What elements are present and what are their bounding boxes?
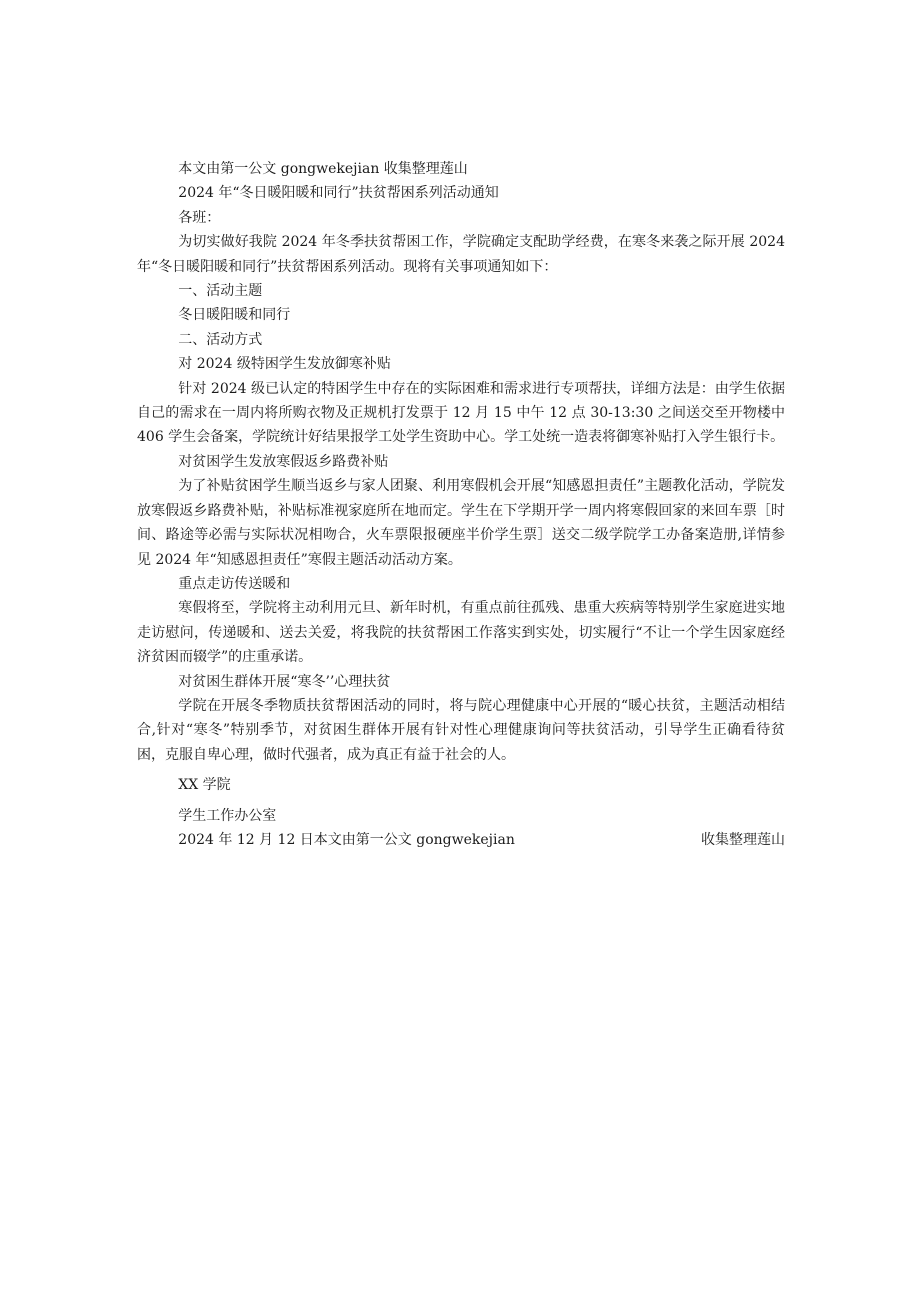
item-heading-psychological-aid: 对贫困生群体开展“寒冬’’心理扶贫 [178,673,391,690]
item-heading-cold-subsidy: 对 2024 级特困学生发放御寒补贴 [178,356,391,373]
item-body-travel-subsidy: 为了补贴贫困学生顺当返乡与家人团聚、利用寒假机会开展“知感恩担责任”主题教化活动，学院发放寒假返乡路费补贴，补贴标准视家庭所在地而定。学生在下学期开学一周内将寒假回家的来回车票［时间、路途等必需与实际状况相吻合，火车票限报硬座半价学生票］送交二级学院学工办备案造册,详情参见 2024 年“知感恩担责任”寒假主题活动活动方案。 [137,478,785,568]
footer-date-source: 2024 年 12 月 12 日本文由第一公文 gongwekejian [178,831,515,848]
item-body-home-visit: 寒假将至，学院将主动利用元旦、新年时机，有重点前往孤残、患重大疾病等特别学生家庭进实地走访慰问，传递暖和、送去关爱，将我院的扶贫帮困工作落实到实处，切实履行“不让一个学生因家庭经济贫困而辍学”的庄重承诺。 [137,600,785,666]
item-heading-travel-subsidy: 对贫困学生发放寒假返乡路费补贴 [178,453,389,470]
header-line: 本文由第一公文 gongwekejian 收集整理莲山 [178,161,468,177]
item-body-psychological-aid: 学院在开展冬季物质扶贫帮困活动的同时，将与院心理健康中心开展的“暖心扶贫，主题活动相结合,针对“寒冬”特别季节，对贫困生群体开展有针对性心理健康询问等扶贫活动，引导学生正确看待贫困，克服自卑心理，做时代强者，成为真正有益于社会的人。 [137,697,785,763]
item-heading-home-visit: 重点走访传送暖和 [178,575,291,592]
section-heading-theme: 一、活动主题 [178,283,263,300]
intro-paragraph: 为切实做好我院 2024 年冬季扶贫帮困工作，学院确定支配助学经费，在寒冬来袭之际开展 2024 年“冬日暖阳暖和同行”扶贫帮困系列活动。现将有关事项通知如下： [137,234,785,275]
footer-line [137,828,785,852]
signature-office: 学生工作办公室 [178,807,277,824]
document-title: 2024 年“冬日暖阳暖和同行”扶贫帮困系列活动通知 [178,185,499,202]
section-heading-method: 二、活动方式 [178,331,263,348]
footer-collector: 收集整理莲山 [701,831,785,848]
item-body-cold-subsidy: 针对 2024 级已认定的特困学生中存在的实际困难和需求进行专项帮扶，详细方法是：由学生依据自己的需求在一周内将所购衣物及正规机打发票于 12 月 15 中午 12 点 30-13:30 之间送交至开物楼中 406 学生会备案，学院统计好结果报学工处学生资助中心。学工处统一造表将御寒补贴打入学生银行卡。 [137,380,785,446]
theme-text: 冬日暖阳暖和同行 [178,307,291,324]
document-body [137,157,785,852]
salutation: 各班： [178,209,221,226]
signature-org: XX 学院 [178,777,231,794]
